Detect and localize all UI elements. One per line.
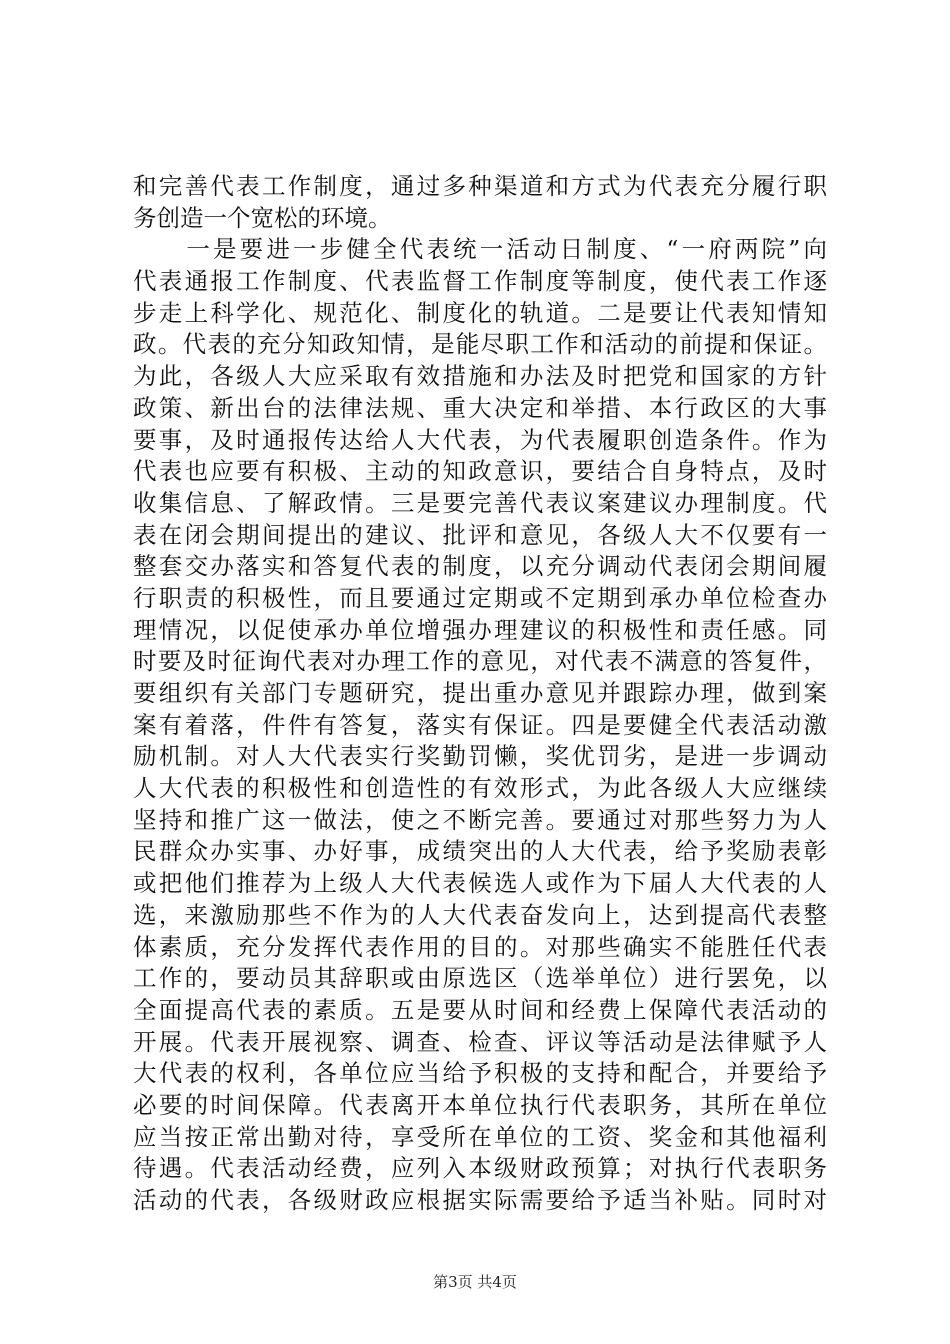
text-line: 表在闭会期间提出的建议、批评和意见，各级人大不仅要有一 <box>133 520 827 549</box>
text-line: 应当按正常出勤对待，享受所在单位的工资、奖金和其他福利 <box>133 1122 827 1151</box>
text-line: 开展。代表开展视察、调查、检查、评议等活动是法律赋予人 <box>133 1027 827 1056</box>
text-line: 理情况，以促使承办单位增强办理建议的积极性和责任感。同 <box>133 615 827 644</box>
text-line: 民群众办实事、办好事，成绩突出的人大代表，给予奖励表彰 <box>133 837 827 866</box>
text-line: 活动的代表，各级财政应根据实际需要给予适当补贴。同时对 <box>133 1186 827 1214</box>
text-line: 一是要进一步健全代表统一活动日制度、“一府两院”向 <box>133 235 827 264</box>
body-text <box>133 171 827 1217</box>
text-line: 为此，各级人大应采取有效措施和办法及时把党和国家的方针 <box>133 362 827 391</box>
text-line: 整套交办落实和答复代表的制度，以充分调动代表闭会期间履 <box>133 552 827 581</box>
text-line: 工作的，要动员其辞职或由原选区（选举单位）进行罢免，以 <box>133 964 827 993</box>
text-line: 全面提高代表的素质。五是要从时间和经费上保障代表活动的 <box>133 995 827 1024</box>
text-line: 收集信息、了解政情。三是要完善代表议案建议办理制度。代 <box>133 488 827 517</box>
text-line: 步走上科学化、规范化、制度化的轨道。二是要让代表知情知 <box>133 298 827 327</box>
text-line: 务创造一个宽松的环境。 <box>133 203 392 232</box>
text-line: 体素质，充分发挥代表作用的目的。对那些确实不能胜任代表 <box>133 932 827 961</box>
text-line: 政策、新出台的法律法规、重大决定和举措、本行政区的大事 <box>133 393 827 422</box>
text-line: 要组织有关部门专题研究，提出重办意见并跟踪办理，做到案 <box>133 679 827 707</box>
text-line: 代表也应要有积极、主动的知政意识，要结合自身特点，及时 <box>133 457 827 486</box>
text-line: 和完善代表工作制度，通过多种渠道和方式为代表充分履行职 <box>133 172 827 200</box>
text-line: 励机制。对人大代表实行奖勤罚懒，奖优罚劣，是进一步调动 <box>133 742 827 771</box>
text-line: 人大代表的积极性和创造性的有效形式，为此各级人大应继续 <box>133 774 827 803</box>
text-line: 坚持和推广这一做法，使之不断完善。要通过对那些努力为人 <box>133 805 827 834</box>
text-line: 必要的时间保障。代表离开本单位执行代表职务，其所在单位 <box>133 1090 827 1119</box>
text-line: 行职责的积极性，而且要通过定期或不定期到承办单位检查办 <box>133 583 827 612</box>
text-line: 代表通报工作制度、代表监督工作制度等制度，使代表工作逐 <box>133 267 827 296</box>
text-line: 时要及时征询代表对办理工作的意见，对代表不满意的答复件， <box>133 647 827 676</box>
text-line: 案有着落，件件有答复，落实有保证。四是要健全代表活动激 <box>133 710 827 739</box>
text-line: 待遇。代表活动经费，应列入本级财政预算；对执行代表职务 <box>133 1154 827 1183</box>
text-line: 政。代表的充分知政知情，是能尽职工作和活动的前提和保证。 <box>133 330 827 359</box>
text-line: 选，来激励那些不作为的人大代表奋发向上，达到提高代表整 <box>133 900 827 929</box>
text-line: 要事，及时通报传达给人大代表，为代表履职创造条件。作为 <box>133 425 827 454</box>
page-number-footer: 第3页 共4页 <box>433 1273 517 1291</box>
text-line: 或把他们推荐为上级人大代表候选人或作为下届人大代表的人 <box>133 869 827 898</box>
text-line: 大代表的权利，各单位应当给予积极的支持和配合，并要给予 <box>133 1059 827 1088</box>
